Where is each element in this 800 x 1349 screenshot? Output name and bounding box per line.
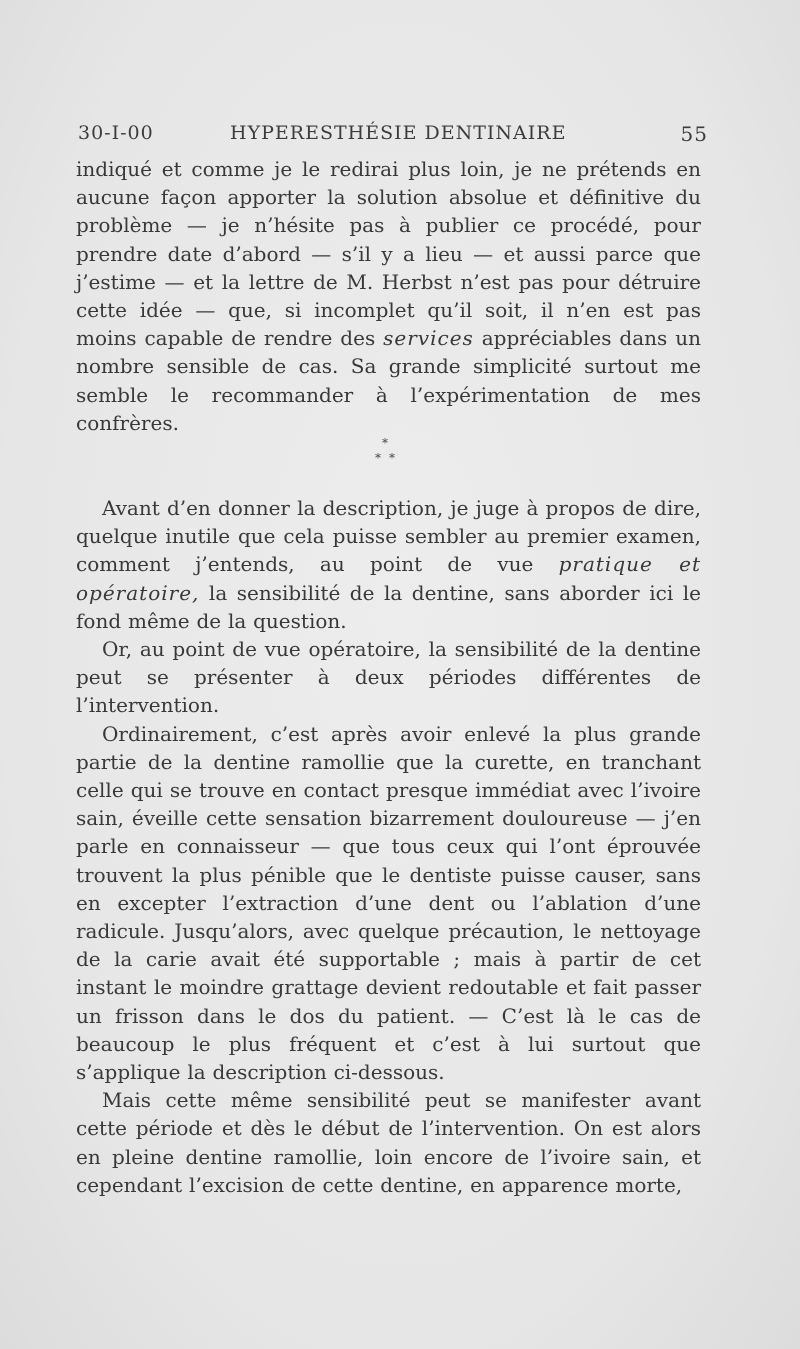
italic-text: pratique et opératoire, — [76, 552, 701, 605]
text-block-main — [76, 494, 701, 1199]
paragraph: Mais cette même sensibilité peut se manifester avant cette période et dès le début de l’intervention. On est alors en pleine dentine ramollie, loin encore de l’ivoire sain, et cependant l’excision de cette dentine, en apparence morte, — [76, 1088, 701, 1197]
asterism-separator — [370, 436, 406, 470]
paragraph: Ordinairement, c’est après avoir enlevé la plus grande partie de la dentine ramollie que la curette, en tranchant celle qui se trouve en contact presque immédiat avec l’ivoire sain, éveille cette sensation bizarrement douloureuse — j’en parle en connaisseur — que tous ceux qui l’ont éprouvée trouvent la plus pénible que le dentiste puisse causer, sans en excepter l’extraction d’une dent ou l’ablation d’une radicule. Jusqu’alors, avec quelque précaution, le nettoyage de la carie avait été supportable ; mais à partir de cet instant le moindre grattage devient redoutable et fait passer un frisson dans le dos du patient. — C’est là le cas de beaucoup le plus fréquent et c’est à lui surtout que s’applique la description ci-dessous. — [76, 721, 701, 1085]
paragraph-text: appréciables dans un nombre sensible de cas. Sa grande simplicité surtout me semble le recommander à l’expérimentation de mes confrères. — [76, 326, 701, 435]
running-title: HYPERESTHÉSIE DENTINAIRE — [230, 122, 567, 144]
running-header — [78, 122, 708, 156]
text-block-top — [76, 155, 701, 437]
paragraph-text: la sensibilité de la dentine, sans aborder ici le fond même de la question. — [76, 580, 701, 633]
page-number: 55 — [680, 122, 708, 146]
header-date: 30-I-00 — [78, 122, 154, 144]
paragraph — [76, 155, 701, 437]
paragraph: Or, au point de vue opératoire, la sensibilité de la dentine peut se présenter à deux périodes différentes de l’intervention. — [76, 637, 701, 718]
paragraph-text: Avant d’en donner la description, je juge à propos de dire, quelque inutile que cela puisse sembler au premier examen, comment j’entends, au point de vue — [76, 496, 701, 577]
asterism-star: * — [375, 451, 381, 465]
paragraph-text: indiqué et comme je le redirai plus loin, je ne prétends en aucune façon apporter la solution absolue et définitive du problème — je n’hésite pas à publier ce procédé, pour prendre date d’abord — s’il y a lieu — et aussi parce que j’estime — et la lettre de M. Herbst n’est pas pour détruire cette idée — que, si incomplet qu’il soit, il n’en est pas moins capable de rendre des — [76, 157, 701, 351]
italic-text: services — [383, 326, 474, 351]
paragraph — [76, 494, 701, 635]
asterism-star: * — [389, 451, 395, 465]
asterism-star: * — [382, 436, 388, 450]
